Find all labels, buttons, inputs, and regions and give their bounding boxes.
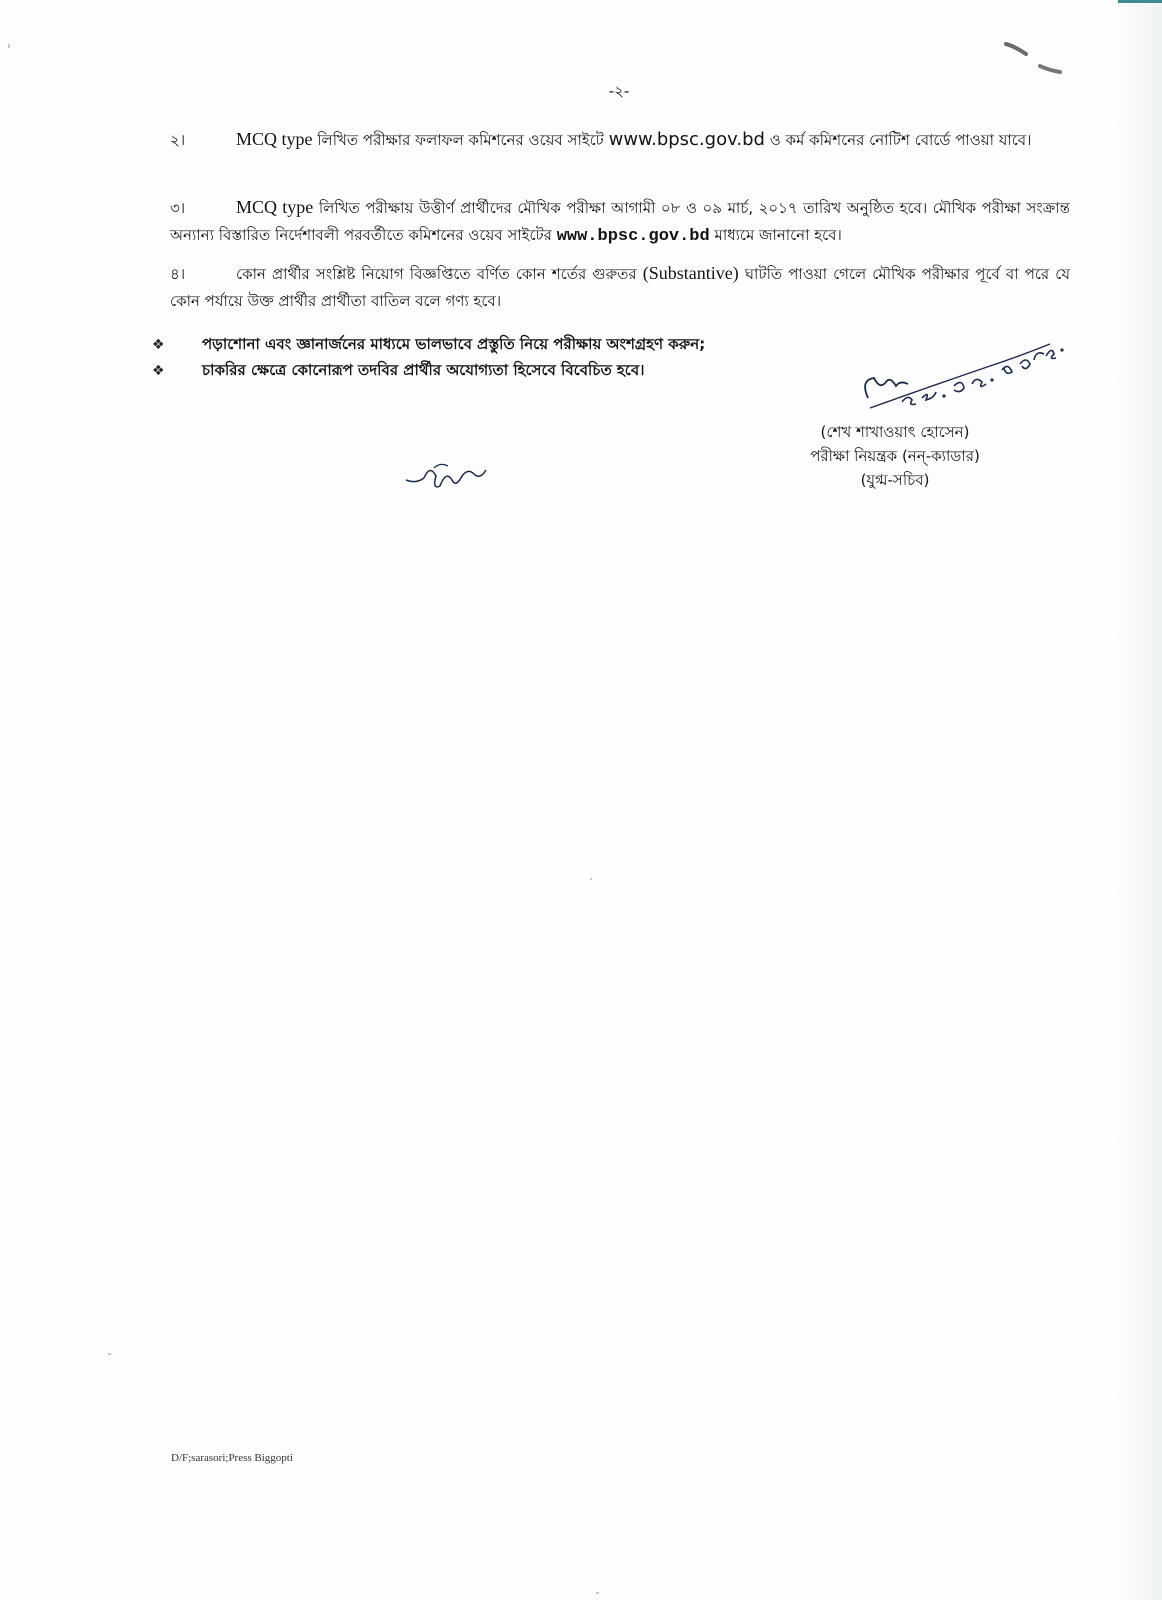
pen-mark-icon [1000,36,1070,86]
paragraph-text: লিখিত পরীক্ষায় উত্তীর্ণ প্রার্থীদের মৌখিক পরীক্ষা আগামী ০৮ ও ০৯ মার্চ, ২০১৭ তারিখ অনুষ্ঠিত হবে। মৌখিক পরীক্ষা সংক্রান্ত অন্যান্য বিস্তারিত নির্দেশাবলী পরবর্তীতে কমিশনের ওয়েব সাইটের [170,199,1070,244]
paragraph-text-en: MCQ type [236,197,314,217]
signatory-rank: (যুগ্ম-সচিব) [860,471,930,489]
paragraph-text: কোন প্রার্থীর সংশ্লিষ্ট নিয়োগ বিজ্ঞপ্তিতে বর্ণিত কোন শর্তের গুরুতর [236,265,643,283]
list-item-text: পড়াশোনা এবং জ্ঞানার্জনের মাধ্যমে ভালভাবে প্রস্তুতি নিয়ে পরীক্ষায় অংশগ্রহণ করুন; [202,334,706,353]
signatory-block [800,420,990,492]
initials-signature [400,460,490,500]
paragraph-number: ৪। [170,265,186,283]
document-reference: D/F;sarasori;Press Biggopti [171,1452,293,1464]
paragraph-text-en: MCQ type [236,129,313,149]
website-link[interactable]: www.bpsc.gov.bd [556,227,710,246]
signatory-designation: পরীক্ষা নিয়ন্ত্রক (নন্-ক্যাডার) [810,447,980,465]
paragraph-2 [170,126,1070,154]
paragraph-3 [170,194,1070,250]
list-item [152,332,852,358]
paragraph-text: ও কর্ম কমিশনের নোটিশ বোর্ডে পাওয়া যাবে। [764,131,1032,149]
paragraph-text: লিখিত পরীক্ষার ফলাফল কমিশনের ওয়েব সাইটে [312,131,609,149]
list-item [152,358,852,384]
page-number: -২- [608,82,630,100]
paragraph-number: ২। [170,131,186,149]
scan-speck [8,44,10,48]
scan-speck [596,1592,599,1594]
website-link[interactable]: www.bpsc.gov.bd [608,129,765,150]
list-item-text: চাকরির ক্ষেত্রে কোনোরূপ তদবির প্রার্থীর অযোগ্যতা হিসেবে বিবেচিত হবে। [202,360,645,379]
paragraph-text: মাধ্যমে জানানো হবে। [709,226,842,244]
paragraph-number: ৩। [170,199,186,217]
diamond-dots-icon: ❖ [152,363,165,379]
instruction-list [152,332,852,384]
scan-edge-line [1118,0,1162,3]
paragraph-text: ঘাটতি পাওয়া গেলে মৌখিক পরীক্ষার পূর্বে বা পরে যে কোন পর্যায়ে উক্ত প্রার্থীর প্রার্থীতা বাতিল বলে গণ্য হবে। [170,265,1070,310]
signatory-name: (শেখ শাখাওয়াৎ হোসেন) [820,423,970,441]
scan-speck [590,878,592,880]
scan-edge [1118,0,1162,1600]
handwritten-signature [850,320,1070,420]
scan-speck [108,1353,111,1355]
paragraph-text-en: (Substantive) [642,263,739,283]
paragraph-4 [170,260,1070,315]
diamond-dots-icon: ❖ [152,337,165,353]
